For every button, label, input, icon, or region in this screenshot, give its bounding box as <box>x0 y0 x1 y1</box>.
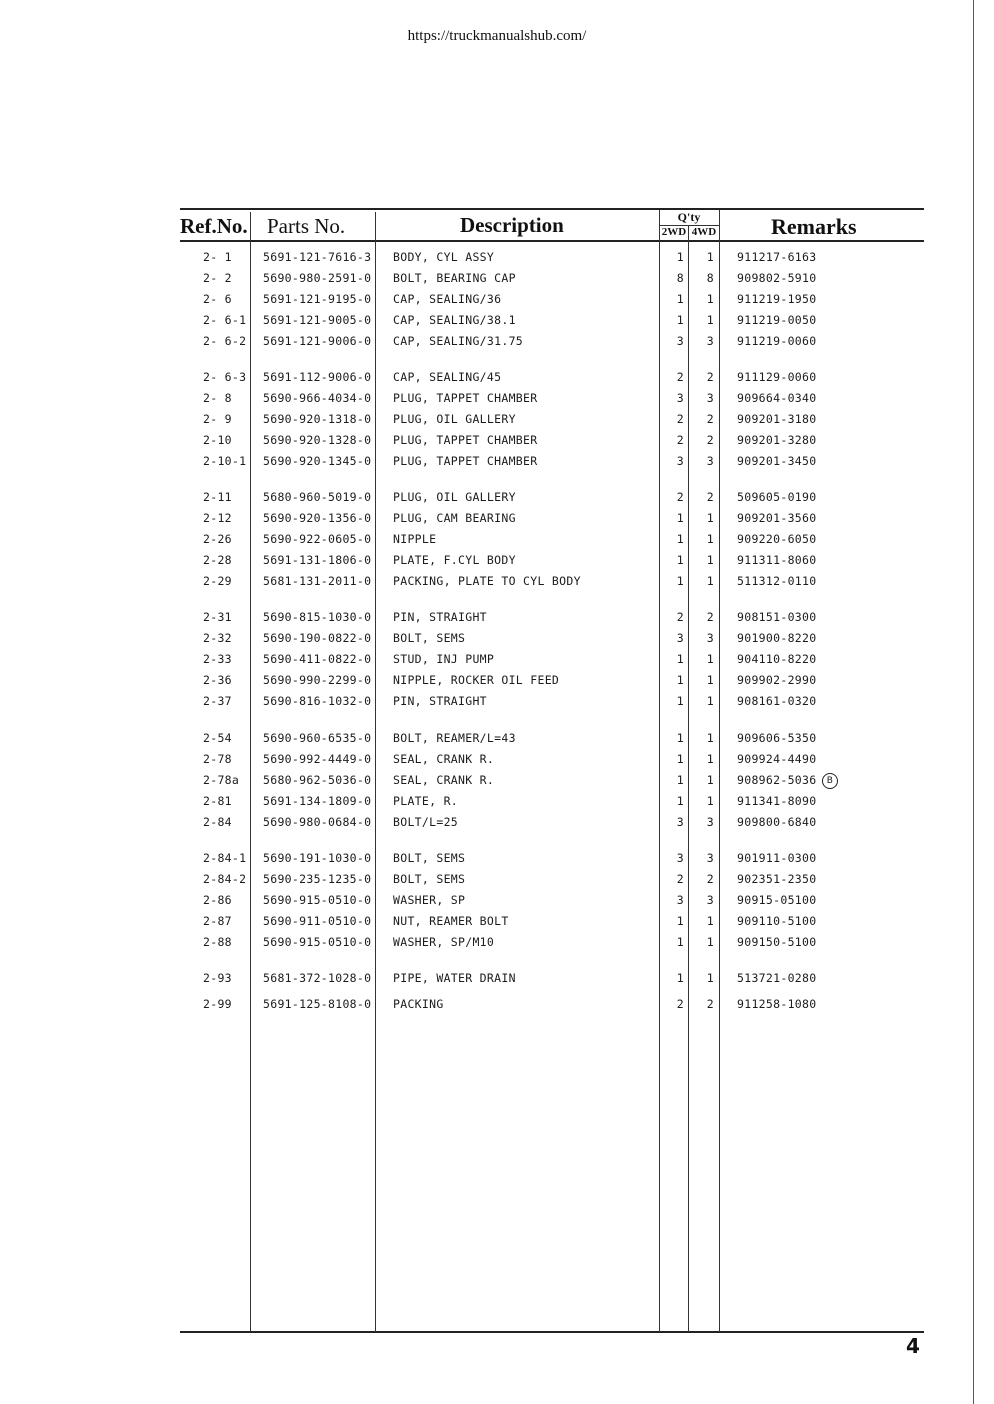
description-cell: NUT, REAMER BOLT <box>393 914 509 928</box>
qty-2wd-cell: 3 <box>676 334 684 348</box>
part-no-cell: 5690-911-0510-0 <box>263 914 372 928</box>
part-no-cell: 5690-915-0510-0 <box>263 893 372 907</box>
ref-no-cell: 2-31 <box>203 610 232 624</box>
qty-2wd-cell: 2 <box>676 370 684 384</box>
part-no-cell: 5690-191-1030-0 <box>263 851 372 865</box>
qty-2wd-cell: 1 <box>676 914 684 928</box>
table-row <box>0 731 960 751</box>
ref-no-cell: 2- 1 <box>203 250 232 264</box>
ref-no-cell: 2- 6-1 <box>203 313 247 327</box>
qty-4wd-cell: 1 <box>706 250 714 264</box>
table-row <box>0 370 960 390</box>
qty-2wd-cell: 1 <box>676 250 684 264</box>
table-row <box>0 652 960 672</box>
ref-no-cell: 2-54 <box>203 731 232 745</box>
qty-4wd-cell: 1 <box>706 574 714 588</box>
description-cell: PLUG, TAPPET CHAMBER <box>393 391 538 405</box>
description-cell: NIPPLE, ROCKER OIL FEED <box>393 673 560 687</box>
source-url: https://truckmanualshub.com/ <box>407 28 587 44</box>
description-cell: CAP, SEALING/38.1 <box>393 313 516 327</box>
qty-2wd-cell: 2 <box>676 997 684 1011</box>
remarks-cell: 909110-5100 <box>737 914 817 928</box>
ref-no-cell: 2-10-1 <box>203 454 247 468</box>
qty-2wd-cell: 2 <box>676 433 684 447</box>
qty-4wd-cell: 3 <box>706 851 714 865</box>
qty-4wd-cell: 1 <box>706 673 714 687</box>
table-row <box>0 532 960 552</box>
column-header-4wd: 4WD <box>691 226 717 238</box>
qty-4wd-cell: 3 <box>706 893 714 907</box>
part-no-cell: 5690-980-2591-0 <box>263 271 372 285</box>
remarks-cell: 909220-6050 <box>737 532 817 546</box>
table-row <box>0 794 960 814</box>
part-no-cell: 5680-962-5036-0 <box>263 773 372 787</box>
qty-2wd-cell: 1 <box>676 935 684 949</box>
part-no-cell: 5690-411-0822-0 <box>263 652 372 666</box>
description-cell: BOLT, BEARING CAP <box>393 271 516 285</box>
table-row <box>0 271 960 291</box>
qty-4wd-cell: 1 <box>706 752 714 766</box>
qty-2wd-cell: 2 <box>676 412 684 426</box>
ref-no-cell: 2-84 <box>203 815 232 829</box>
qty-4wd-cell: 3 <box>706 631 714 645</box>
ref-no-cell: 2-88 <box>203 935 232 949</box>
qty-4wd-cell: 2 <box>706 412 714 426</box>
part-no-cell: 5690-190-0822-0 <box>263 631 372 645</box>
table-row <box>0 454 960 474</box>
remarks-cell: 911219-0050 <box>737 313 817 327</box>
remarks-cell: 909201-3180 <box>737 412 817 426</box>
qty-4wd-cell: 1 <box>706 553 714 567</box>
part-no-cell: 5690-920-1345-0 <box>263 454 372 468</box>
qty-2wd-cell: 1 <box>676 574 684 588</box>
table-row <box>0 893 960 913</box>
table-row <box>0 851 960 871</box>
table-row <box>0 574 960 594</box>
description-cell: CAP, SEALING/31.75 <box>393 334 524 348</box>
remarks-cell: 90915-05100 <box>737 893 817 907</box>
table-row <box>0 694 960 714</box>
remarks-cell: 909201-3560 <box>737 511 817 525</box>
qty-2wd-cell: 1 <box>676 652 684 666</box>
circled-mark: B <box>822 773 838 789</box>
description-cell: WASHER, SP/M10 <box>393 935 495 949</box>
description-cell: WASHER, SP <box>393 893 466 907</box>
qty-4wd-cell: 1 <box>706 313 714 327</box>
table-row <box>0 433 960 453</box>
remarks-cell: 511312-0110 <box>737 574 817 588</box>
qty-4wd-cell: 2 <box>706 490 714 504</box>
qty-4wd-cell: 1 <box>706 794 714 808</box>
table-row <box>0 935 960 955</box>
qty-4wd-cell: 1 <box>706 652 714 666</box>
remarks-cell: 909201-3280 <box>737 433 817 447</box>
qty-4wd-cell: 2 <box>706 610 714 624</box>
qty-4wd-cell: 1 <box>706 511 714 525</box>
description-cell: PIPE, WATER DRAIN <box>393 971 516 985</box>
ref-no-cell: 2- 6-3 <box>203 370 247 384</box>
ref-no-cell: 2-12 <box>203 511 232 525</box>
ref-no-cell: 2-87 <box>203 914 232 928</box>
remarks-cell: 911341-8090 <box>737 794 817 808</box>
qty-4wd-cell: 3 <box>706 454 714 468</box>
remarks-cell: 911217-6163 <box>737 250 817 264</box>
qty-2wd-cell: 1 <box>676 292 684 306</box>
description-cell: BODY, CYL ASSY <box>393 250 495 264</box>
table-row <box>0 490 960 510</box>
qty-2wd-cell: 3 <box>676 631 684 645</box>
remarks-cell: 513721-0280 <box>737 971 817 985</box>
ref-no-cell: 2- 6 <box>203 292 232 306</box>
remarks-cell: 909606-5350 <box>737 731 817 745</box>
qty-2wd-cell: 1 <box>676 673 684 687</box>
remarks-cell: 908962-5036 <box>737 773 817 787</box>
page-number: 4 <box>906 1334 920 1358</box>
description-cell: PLUG, TAPPET CHAMBER <box>393 433 538 447</box>
part-no-cell: 5690-960-6535-0 <box>263 731 372 745</box>
description-cell: PLUG, OIL GALLERY <box>393 490 516 504</box>
ref-no-cell: 2- 8 <box>203 391 232 405</box>
table-row <box>0 610 960 630</box>
table-row <box>0 292 960 312</box>
remarks-cell: 509605-0190 <box>737 490 817 504</box>
table-top-rule <box>180 208 924 210</box>
qty-4wd-cell: 1 <box>706 292 714 306</box>
qty-4wd-cell: 1 <box>706 694 714 708</box>
description-cell: PACKING <box>393 997 444 1011</box>
table-row <box>0 250 960 270</box>
part-no-cell: 5690-920-1318-0 <box>263 412 372 426</box>
table-row <box>0 313 960 333</box>
column-header-parts: Parts No. <box>267 214 346 238</box>
description-cell: SEAL, CRANK R. <box>393 752 495 766</box>
description-cell: STUD, INJ PUMP <box>393 652 495 666</box>
remarks-cell: 909802-5910 <box>737 271 817 285</box>
qty-2wd-cell: 3 <box>676 893 684 907</box>
part-no-cell: 5690-816-1032-0 <box>263 694 372 708</box>
ref-no-cell: 2-81 <box>203 794 232 808</box>
qty-4wd-cell: 3 <box>706 334 714 348</box>
qty-4wd-cell: 1 <box>706 914 714 928</box>
ref-no-cell: 2-78a <box>203 773 240 787</box>
table-row <box>0 334 960 354</box>
qty-4wd-cell: 2 <box>706 997 714 1011</box>
remarks-cell: 909902-2990 <box>737 673 817 687</box>
header-bottom-rule <box>180 240 924 242</box>
remarks-cell: 909800-6840 <box>737 815 817 829</box>
part-no-cell: 5690-920-1356-0 <box>263 511 372 525</box>
part-no-cell: 5691-134-1809-0 <box>263 794 372 808</box>
description-cell: PLUG, TAPPET CHAMBER <box>393 454 538 468</box>
ref-no-cell: 2-78 <box>203 752 232 766</box>
remarks-cell: 901911-0300 <box>737 851 817 865</box>
table-row <box>0 815 960 835</box>
remarks-cell: 911258-1080 <box>737 997 817 1011</box>
qty-2wd-cell: 2 <box>676 490 684 504</box>
table-row <box>0 752 960 772</box>
part-no-cell: 5691-121-9006-0 <box>263 334 372 348</box>
part-no-cell: 5691-131-1806-0 <box>263 553 372 567</box>
part-no-cell: 5690-990-2299-0 <box>263 673 372 687</box>
part-no-cell: 5690-966-4034-0 <box>263 391 372 405</box>
qty-header-separator <box>659 225 720 226</box>
column-header-qty: Q'ty <box>677 210 701 224</box>
part-no-cell: 5690-922-0605-0 <box>263 532 372 546</box>
part-no-cell: 5680-960-5019-0 <box>263 490 372 504</box>
qty-4wd-cell: 1 <box>706 532 714 546</box>
part-no-cell: 5690-235-1235-0 <box>263 872 372 886</box>
description-cell: PLUG, CAM BEARING <box>393 511 516 525</box>
table-row <box>0 971 960 991</box>
ref-no-cell: 2-37 <box>203 694 232 708</box>
qty-2wd-cell: 1 <box>676 731 684 745</box>
part-no-cell: 5691-112-9006-0 <box>263 370 372 384</box>
part-no-cell: 5681-372-1028-0 <box>263 971 372 985</box>
table-row <box>0 511 960 531</box>
description-cell: PACKING, PLATE TO CYL BODY <box>393 574 581 588</box>
page-edge-line <box>973 0 974 1404</box>
description-cell: PIN, STRAIGHT <box>393 610 487 624</box>
table-row <box>0 914 960 934</box>
remarks-cell: 911219-0060 <box>737 334 817 348</box>
description-cell: BOLT, SEMS <box>393 631 466 645</box>
remarks-cell: 909150-5100 <box>737 935 817 949</box>
ref-no-cell: 2-11 <box>203 490 232 504</box>
part-no-cell: 5690-815-1030-0 <box>263 610 372 624</box>
table-bottom-rule <box>180 1331 924 1333</box>
qty-4wd-cell: 1 <box>706 971 714 985</box>
description-cell: CAP, SEALING/45 <box>393 370 502 384</box>
qty-2wd-cell: 3 <box>676 815 684 829</box>
table-row <box>0 391 960 411</box>
qty-2wd-cell: 2 <box>676 610 684 624</box>
part-no-cell: 5690-992-4449-0 <box>263 752 372 766</box>
column-header-ref: Ref.No. <box>180 214 248 238</box>
part-no-cell: 5690-920-1328-0 <box>263 433 372 447</box>
table-row <box>0 631 960 651</box>
column-header-remarks: Remarks <box>771 214 857 239</box>
column-header-2wd: 2WD <box>661 226 687 238</box>
remarks-cell: 909664-0340 <box>737 391 817 405</box>
description-cell: BOLT/L=25 <box>393 815 459 829</box>
description-cell: CAP, SEALING/36 <box>393 292 502 306</box>
ref-no-cell: 2-33 <box>203 652 232 666</box>
qty-2wd-cell: 1 <box>676 773 684 787</box>
ref-no-cell: 2-29 <box>203 574 232 588</box>
table-row <box>0 872 960 892</box>
qty-4wd-cell: 1 <box>706 731 714 745</box>
ref-no-cell: 2-28 <box>203 553 232 567</box>
remarks-cell: 909201-3450 <box>737 454 817 468</box>
table-row <box>0 997 960 1017</box>
qty-2wd-cell: 1 <box>676 532 684 546</box>
remarks-cell: 911311-8060 <box>737 553 817 567</box>
ref-no-cell: 2-84-1 <box>203 851 247 865</box>
qty-2wd-cell: 3 <box>676 851 684 865</box>
description-cell: SEAL, CRANK R. <box>393 773 495 787</box>
description-cell: PLATE, R. <box>393 794 459 808</box>
remarks-cell: 901900-8220 <box>737 631 817 645</box>
part-no-cell: 5690-980-0684-0 <box>263 815 372 829</box>
description-cell: BOLT, SEMS <box>393 851 466 865</box>
qty-4wd-cell: 2 <box>706 433 714 447</box>
qty-4wd-cell: 2 <box>706 370 714 384</box>
qty-2wd-cell: 1 <box>676 511 684 525</box>
qty-4wd-cell: 8 <box>706 271 714 285</box>
table-row <box>0 553 960 573</box>
ref-no-cell: 2-93 <box>203 971 232 985</box>
qty-2wd-cell: 1 <box>676 752 684 766</box>
qty-2wd-cell: 3 <box>676 391 684 405</box>
description-cell: PIN, STRAIGHT <box>393 694 487 708</box>
part-no-cell: 5681-131-2011-0 <box>263 574 372 588</box>
table-row <box>0 412 960 432</box>
qty-2wd-cell: 1 <box>676 553 684 567</box>
part-no-cell: 5690-915-0510-0 <box>263 935 372 949</box>
ref-no-cell: 2-86 <box>203 893 232 907</box>
table-row <box>0 673 960 693</box>
qty-2wd-cell: 1 <box>676 313 684 327</box>
remarks-cell: 911219-1950 <box>737 292 817 306</box>
part-no-cell: 5691-121-9005-0 <box>263 313 372 327</box>
column-header-description: Description <box>460 213 564 237</box>
ref-no-cell: 2- 2 <box>203 271 232 285</box>
qty-4wd-cell: 1 <box>706 935 714 949</box>
qty-4wd-cell: 3 <box>706 815 714 829</box>
ref-no-cell: 2-36 <box>203 673 232 687</box>
description-cell: BOLT, REAMER/L=43 <box>393 731 516 745</box>
ref-no-cell: 2- 9 <box>203 412 232 426</box>
remarks-cell: 908151-0300 <box>737 610 817 624</box>
qty-2wd-cell: 1 <box>676 694 684 708</box>
ref-no-cell: 2-99 <box>203 997 232 1011</box>
remarks-cell: 904110-8220 <box>737 652 817 666</box>
qty-2wd-cell: 2 <box>676 872 684 886</box>
part-no-cell: 5691-121-9195-0 <box>263 292 372 306</box>
qty-4wd-cell: 3 <box>706 391 714 405</box>
ref-no-cell: 2-10 <box>203 433 232 447</box>
description-cell: NIPPLE <box>393 532 437 546</box>
qty-2wd-cell: 3 <box>676 454 684 468</box>
remarks-cell: 908161-0320 <box>737 694 817 708</box>
remarks-cell: 902351-2350 <box>737 872 817 886</box>
ref-no-cell: 2- 6-2 <box>203 334 247 348</box>
ref-no-cell: 2-26 <box>203 532 232 546</box>
part-no-cell: 5691-121-7616-3 <box>263 250 372 264</box>
remarks-cell: 911129-0060 <box>737 370 817 384</box>
description-cell: PLATE, F.CYL BODY <box>393 553 516 567</box>
qty-4wd-cell: 1 <box>706 773 714 787</box>
description-cell: BOLT, SEMS <box>393 872 466 886</box>
ref-no-cell: 2-32 <box>203 631 232 645</box>
qty-2wd-cell: 1 <box>676 971 684 985</box>
ref-no-cell: 2-84-2 <box>203 872 247 886</box>
description-cell: PLUG, OIL GALLERY <box>393 412 516 426</box>
qty-2wd-cell: 1 <box>676 794 684 808</box>
part-no-cell: 5691-125-8108-0 <box>263 997 372 1011</box>
table-row <box>0 773 960 793</box>
qty-2wd-cell: 8 <box>676 271 684 285</box>
remarks-cell: 909924-4490 <box>737 752 817 766</box>
qty-4wd-cell: 2 <box>706 872 714 886</box>
